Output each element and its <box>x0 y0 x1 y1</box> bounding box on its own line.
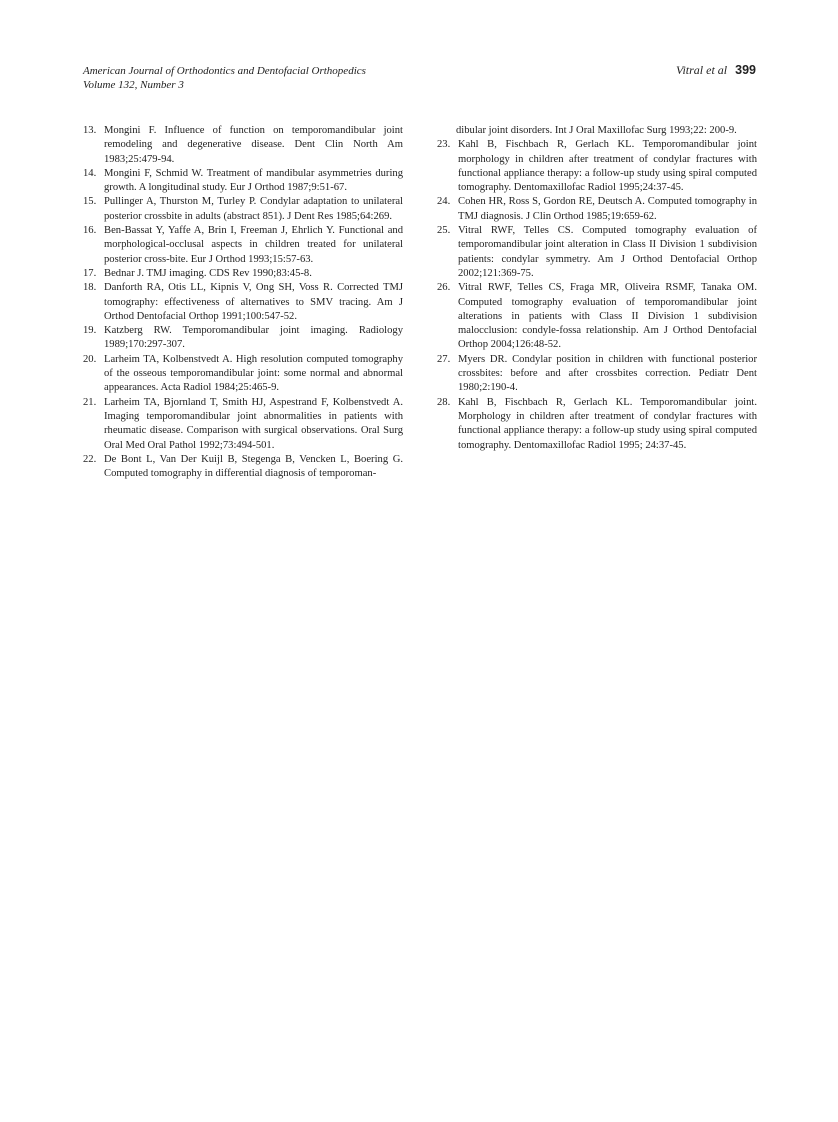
reference-number: 13. <box>83 125 97 136</box>
reference-item <box>437 224 757 281</box>
reference-item <box>83 396 403 453</box>
reference-item <box>83 281 403 324</box>
journal-title: American Journal of Orthodontics and Dentofacial Orthopedics <box>83 65 366 77</box>
reference-text: Pullinger A, Thurston M, Turley P. Condylar adaptation to unilateral posterior crossbite in adults (abstract 851). J Dent Res 1985;64:269. <box>104 196 403 222</box>
reference-number: 28. <box>437 396 451 408</box>
reference-text: Kahl B, Fischbach R, Gerlach KL. Temporomandibular joint morphology in children after treatment of condylar fractures with functional appliance therapy: a follow-up study using spiral computed tomography. Dentomaxillofac Radiol 1995;24:37-45. <box>458 139 757 194</box>
reference-text: Katzberg RW. Temporomandibular joint imaging. Radiology 1989;170:297-307. <box>104 325 403 351</box>
running-header-right <box>676 63 756 78</box>
running-authors: Vitral et al <box>676 63 728 77</box>
reference-text: dibular joint disorders. Int J Oral Maxillofac Surg 1993;22: 200-9. <box>456 125 737 136</box>
reference-text: Myers DR. Condylar position in children with functional posterior crossbites: before and after crossbites correction. Pediatr Dent 1980;2:190-4. <box>458 353 757 394</box>
reference-text: Larheim TA, Bjornland T, Smith HJ, Aspestrand F, Kolbenstvedt A. Imaging temporomandibular joint abnormalities in patients with rheumatic disease. Comparison with surgical observations. Oral Surg Oral Med Oral Pathol 1992;73:494-501. <box>104 396 403 451</box>
reference-text: De Bont L, Van Der Kuijl B, Stegenga B, Vencken L, Boering G. Computed tomography in differential diagnosis of temporoman- <box>104 453 403 480</box>
reference-item <box>437 124 757 138</box>
reference-item <box>83 353 403 396</box>
reference-number: 17. <box>83 267 97 279</box>
reference-number: 22. <box>83 453 97 465</box>
reference-item <box>437 396 757 453</box>
reference-item <box>83 267 403 281</box>
reference-text: Mongini F. Influence of function on temporomandibular joint remodeling and degenerative disease. Dent Clin North Am 1983;25:479-94. <box>104 125 403 165</box>
reference-number: 14. <box>83 167 97 179</box>
reference-text: Bednar J. TMJ imaging. CDS Rev 1990;83:45-8. <box>104 267 312 279</box>
reference-text: Vitral RWF, Telles CS, Fraga MR, Oliveira RSMF, Tanaka OM. Computed tomography evaluation of temporomandibular joint alterations in patients with Class II Division 1 subdivision malocclusion: condyle-fossa relationship. Am J Orthod Dentofacial Orthop 2004;126:48-52. <box>458 282 757 351</box>
reference-item <box>83 167 403 196</box>
reference-number: 18. <box>83 282 97 294</box>
reference-text: Danforth RA, Otis LL, Kipnis V, Ong SH, Voss R. Corrected TMJ tomography: effectiveness of alternatives to SMV tracing. Am J Orthod Dentofacial Orthop 1991;100:547-52. <box>104 282 403 322</box>
reference-number: 20. <box>83 353 97 365</box>
reference-number: 19. <box>83 325 97 337</box>
reference-item <box>437 195 757 224</box>
reference-item <box>83 453 403 482</box>
running-header <box>83 64 366 92</box>
reference-number: 26. <box>437 282 451 294</box>
page-number: 399 <box>735 63 756 77</box>
reference-number: 21. <box>83 396 97 408</box>
journal-volume: Volume 132, Number 3 <box>83 79 184 91</box>
references-right-column <box>437 124 757 453</box>
reference-item <box>437 138 757 195</box>
reference-text: Vitral RWF, Telles CS. Computed tomography evaluation of temporomandibular joint alteration in Class II Division 1 subdivision patients: condylar symmetry. Am J Orthod Dentofacial Orthop 2002;121:369-75. <box>458 225 757 279</box>
reference-text: Mongini F, Schmid W. Treatment of mandibular asymmetries during growth. A longitudinal study. Eur J Orthod 1987;9:51-67. <box>104 167 403 194</box>
reference-text: Larheim TA, Kolbenstvedt A. High resolution computed tomography of the osseous temporomandibular joint: some normal and abnormal appearances. Acta Radiol 1984;25:465-9. <box>104 353 403 394</box>
reference-number: 24. <box>437 196 451 208</box>
references-left-column <box>83 124 403 481</box>
reference-number: 25. <box>437 225 451 237</box>
reference-item <box>437 353 757 396</box>
reference-item <box>437 281 757 352</box>
reference-item <box>83 195 403 224</box>
reference-item <box>83 224 403 267</box>
reference-item <box>83 124 403 167</box>
reference-item <box>83 324 403 353</box>
reference-number: 23. <box>437 139 451 151</box>
reference-number: 27. <box>437 353 451 365</box>
reference-number: 16. <box>83 225 97 237</box>
reference-text: Kahl B, Fischbach R, Gerlach KL. Temporomandibular joint. Morphology in children after treatment of condylar fractures with functional appliance therapy: a follow-up study using spiral computed tomography. Dentomaxillofac Radiol 1995; 24:37-45. <box>458 396 757 451</box>
reference-number: 15. <box>83 196 97 208</box>
reference-text: Ben-Bassat Y, Yaffe A, Brin I, Freeman J, Ehrlich Y. Functional and morphological-occlusal aspects in children treated for unilateral posterior cross-bite. Eur J Orthod 1993;15:57-63. <box>104 225 403 265</box>
reference-text: Cohen HR, Ross S, Gordon RE, Deutsch A. Computed tomography in TMJ diagnosis. J Clin Orthod 1985;19:659-62. <box>458 196 757 222</box>
